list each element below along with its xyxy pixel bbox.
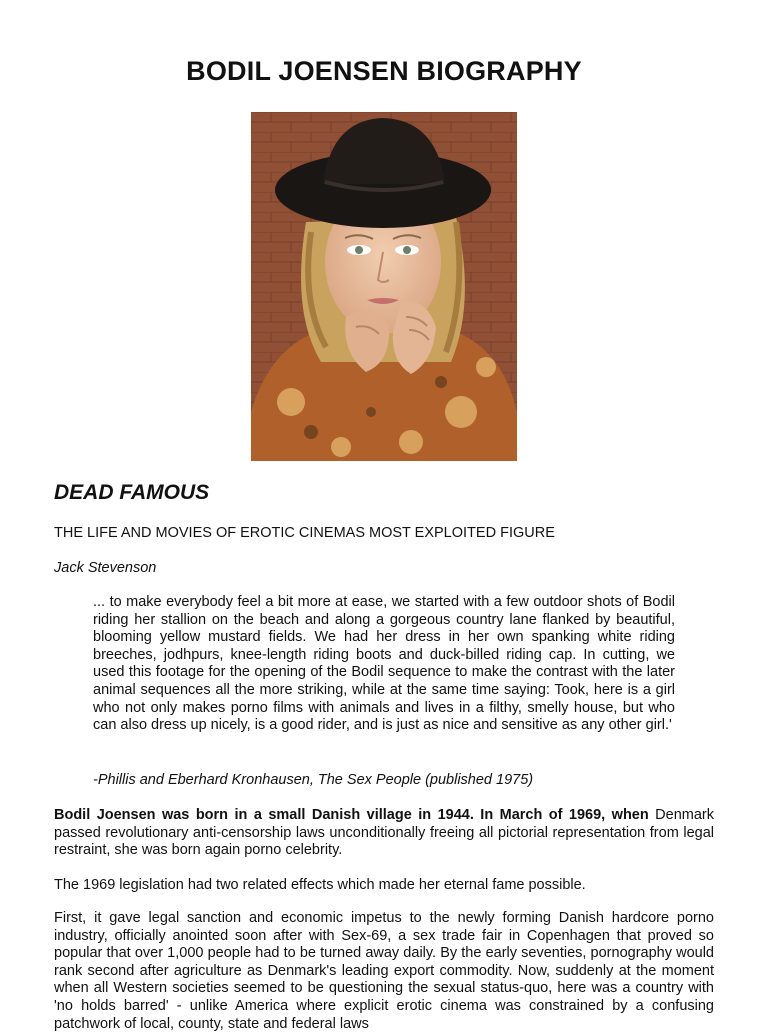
paragraph-1 <box>54 807 714 860</box>
portrait-illustration <box>251 112 517 461</box>
article-subtitle: THE LIFE AND MOVIES OF EROTIC CINEMAS MOST EXPLOITED FIGURE <box>54 525 555 541</box>
paragraph-3: First, it gave legal sanction and economic impetus to the newly forming Danish hardcore porno industry, officially anointed soon after with Sex-69, a sex trade fair in Copenhagen that proved so popular that over 1,000 people had to be turned away daily. By the early seventies, pornography would rank second after agriculture as Denmark's leading export commodity. Now, suddenly at the moment when all Western societies seemed to be questioning the sexual status-quo, here was a country with 'no holds barred' - unlike America where explicit erotic cinema was constrained by a confusing patchwork of local, county, state and federal laws <box>54 910 714 1032</box>
epigraph-quote: ... to make everybody feel a bit more at ease, we started with a few outdoor shots of Bodil riding her stallion on the beach and along a gorgeous country lane flanked by beautiful, blooming yellow mustard fields. We had her dress in her own spanking white riding breeches, jodhpurs, knee-length riding boots and duck-billed riding cap. In cutting, we used this footage for the opening of the Bodil sequence to make the contrast with the later animal sequences all the more striking, while at the same time saying: Took, here is a girl who not only makes porno films with animals and lives in a filthy, smelly house, but who can also dress up nicely, is a good rider, and is just as nice and sensitive as any other girl.' <box>93 594 675 734</box>
section-heading: DEAD FAMOUS <box>54 481 210 504</box>
paragraph-2: The 1969 legislation had two related effects which made her eternal fame possible. <box>54 877 586 893</box>
portrait-photo <box>251 112 517 461</box>
paragraph-1-lead: Bodil Joensen was born in a small Danish village in 1944. In March of 1969, when <box>54 807 649 823</box>
quote-attribution: -Phillis and Eberhard Kronhausen, The Sex People (published 1975) <box>93 772 534 788</box>
paragraph-1-body: Denmark passed revolutionary anti-censorship laws unconditionally freeing all pictorial representation from legal restraint, she was born again porno celebrity. <box>54 807 714 859</box>
document-title: BODIL JOENSEN BIOGRAPHY <box>186 56 582 86</box>
author-name: Jack Stevenson <box>54 560 157 576</box>
